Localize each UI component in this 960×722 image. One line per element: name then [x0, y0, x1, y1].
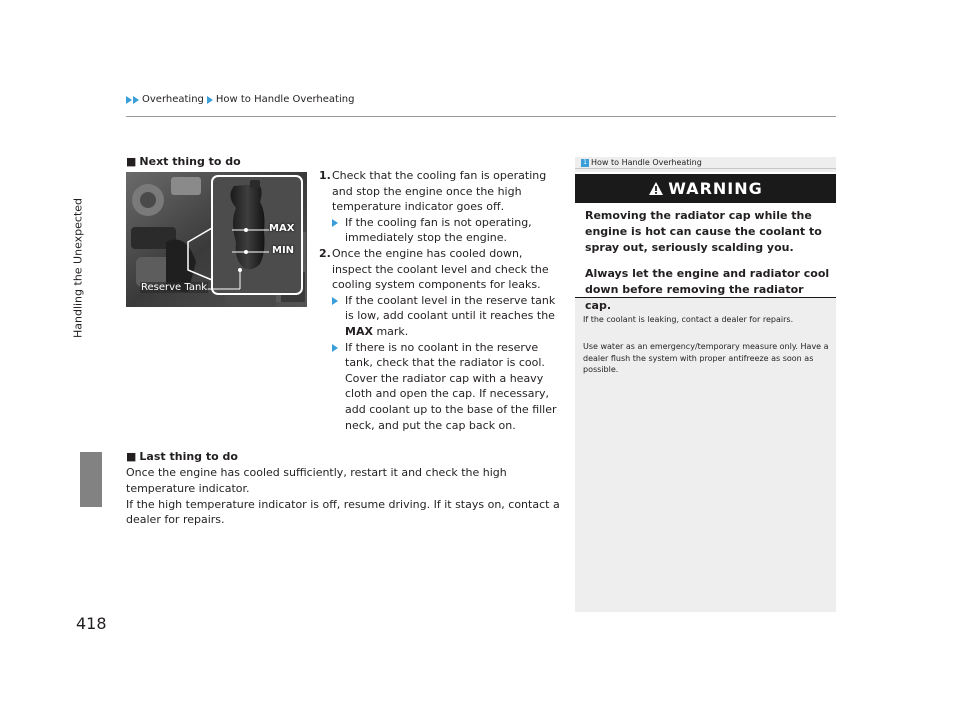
reserve-tank-label: Reserve Tank	[141, 282, 208, 293]
max-label: MAX	[269, 223, 295, 234]
step-text: Once the engine has cooled down, inspect the coolant level and check the cooling system components for leaks.	[332, 246, 549, 292]
sidebar-divider	[575, 168, 836, 169]
reserve-tank-figure	[126, 172, 307, 307]
warning-para-1: Removing the radiator cap while the engine is hot can cause the coolant to spray out, seriously scalding you.	[585, 209, 822, 254]
square-bullet-icon: ■	[126, 450, 137, 463]
sidebar-heading-text: How to Handle Overheating	[591, 158, 702, 167]
section-heading-last	[126, 450, 238, 463]
step-number: 2.	[319, 246, 331, 260]
step-text: Check that the cooling fan is operating and stop the engine once the high temperature indicator goes off.	[332, 169, 547, 214]
last-para-1: Once the engine has cooled sufficiently, restart it and check the high temperature indicator.	[126, 466, 507, 495]
sub-step-text: If the coolant level in the reserve tank is low, add coolant until it reaches the	[345, 293, 556, 323]
warning-bar	[575, 174, 836, 203]
sub-step-tail: mark.	[372, 324, 409, 338]
section-heading-next-text: Next thing to do	[139, 155, 241, 168]
chevron-right-icon	[207, 96, 213, 104]
section-heading-last-text: Last thing to do	[139, 450, 238, 463]
min-label: MIN	[272, 245, 295, 256]
sidebar-note-1: If the coolant is leaking, contact a dealer for repairs.	[583, 315, 794, 324]
warning-box	[575, 172, 836, 312]
breadcrumb-item-how-to-handle[interactable]: How to Handle Overheating	[215, 94, 355, 105]
warning-triangle-icon	[648, 181, 664, 196]
chapter-tab	[80, 452, 102, 507]
square-bullet-icon: ■	[126, 155, 137, 168]
sub-step-text: If the cooling fan is not operating, immediately stop the engine.	[345, 215, 532, 245]
chapter-side-label-text: Handling the Unexpected	[71, 197, 85, 338]
arrow-right-icon	[332, 297, 338, 305]
sidebar-heading	[581, 158, 702, 167]
reference-number-icon: 1	[581, 159, 589, 167]
step-2-sub-2	[319, 340, 559, 434]
last-section-body	[126, 465, 571, 528]
steps-list	[319, 168, 559, 433]
sub-step-text: If there is no coolant in the reserve tank, check that the radiator is cool. Cover the radiator cap with a heavy cloth and open the cap. If necessary, add coolant up to the base of the filler neck, and put the cap back on.	[345, 340, 557, 432]
warning-text	[585, 208, 830, 325]
max-mark-text: MAX	[345, 324, 373, 338]
page-number: 418	[76, 614, 107, 633]
chevron-right-icon	[133, 96, 139, 104]
step-1-sub-1	[319, 215, 559, 246]
step-number: 1.	[319, 169, 331, 182]
step-2	[319, 246, 559, 293]
section-heading-next	[126, 155, 241, 168]
sidebar-note-2: Use water as an emergency/temporary measure only. Have a dealer flush the system with proper antifreeze as soon as possible.	[583, 342, 829, 374]
warning-para-2: Always let the engine and radiator cool down before removing the radiator cap.	[585, 267, 830, 312]
warning-title: WARNING	[668, 179, 763, 198]
chevron-right-icon	[126, 96, 132, 104]
chapter-side-label	[68, 95, 88, 440]
arrow-right-icon	[332, 344, 338, 352]
step-2-sub-1	[319, 293, 559, 340]
step-1	[319, 168, 559, 215]
breadcrumb-item-overheating[interactable]: Overheating	[142, 94, 204, 105]
breadcrumb	[126, 94, 354, 105]
last-para-2: If the high temperature indicator is off, resume driving. If it stays on, contact a dealer for repairs.	[126, 497, 560, 527]
arrow-right-icon	[332, 219, 338, 227]
header-divider	[126, 116, 836, 117]
